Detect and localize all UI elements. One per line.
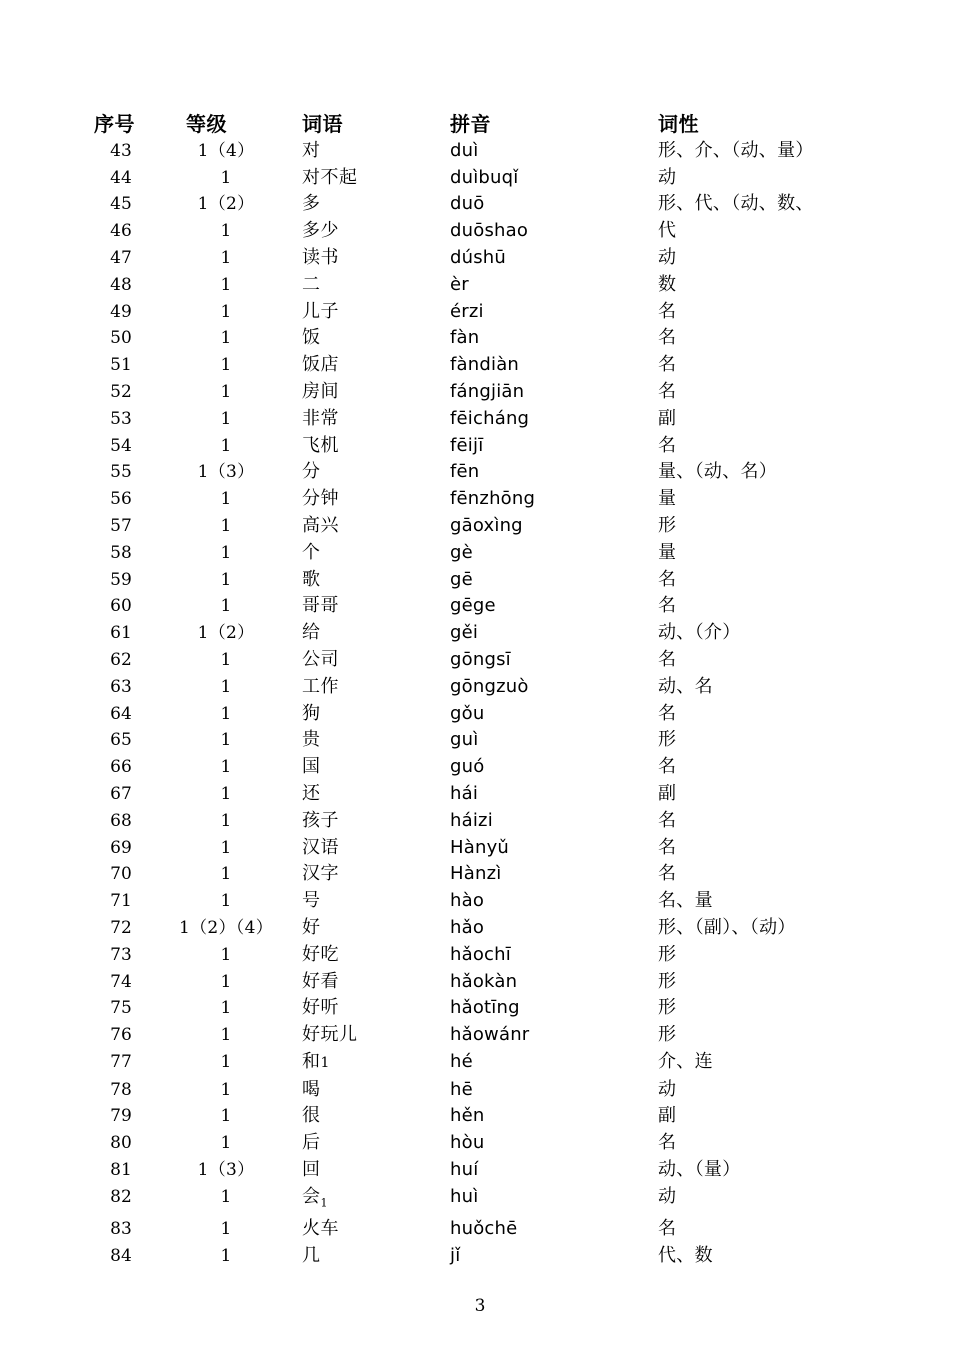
cell-part-of-speech: 形 (658, 729, 677, 751)
column-header-pos: 词性 (658, 112, 699, 136)
vocabulary-table (92, 112, 912, 1270)
cell-level: 1 (220, 435, 232, 456)
table-row (92, 1157, 912, 1184)
cell-pinyin: duì (450, 139, 479, 161)
table-row (92, 861, 912, 888)
cell-part-of-speech: 名 (658, 568, 677, 590)
table-row (92, 942, 912, 969)
cell-word: 还 (302, 782, 321, 804)
cell-id: 46 (110, 221, 132, 242)
cell-level: 1 (220, 489, 232, 510)
table-row (92, 1216, 912, 1243)
cell-id: 47 (110, 247, 132, 268)
cell-id: 52 (110, 381, 132, 402)
cell-pinyin: gǒu (450, 702, 485, 724)
cell-id: 75 (110, 998, 132, 1019)
cell-pinyin: hǎotīng (450, 997, 520, 1019)
cell-id: 45 (110, 194, 132, 215)
table-row (92, 540, 912, 567)
cell-level: 1 (220, 998, 232, 1019)
table-row (92, 433, 912, 460)
cell-pinyin: hěn (450, 1105, 485, 1127)
cell-pinyin: fēnzhōng (450, 488, 536, 510)
cell-id: 80 (110, 1133, 132, 1154)
table-row (92, 1077, 912, 1104)
cell-pinyin: hǎochī (450, 943, 511, 965)
word-base: 和 (302, 1050, 321, 1072)
cell-word: 儿子 (302, 300, 339, 322)
cell-pinyin: hǎokàn (450, 970, 518, 992)
cell-pinyin: huì (450, 1185, 479, 1207)
cell-id: 61 (110, 623, 132, 644)
cell-id: 62 (110, 649, 132, 670)
cell-id: 55 (110, 462, 132, 483)
cell-level: 1 (220, 676, 232, 697)
cell-level: 1 (220, 381, 232, 402)
cell-pinyin: dúshū (450, 246, 507, 268)
cell-level: 1 (220, 971, 232, 992)
cell-word: 几 (302, 1245, 321, 1267)
cell-level: 1 (220, 1186, 232, 1207)
cell-level: 1（3） (197, 462, 255, 483)
cell-word: 高兴 (302, 514, 339, 536)
cell-pinyin: duìbuqǐ (450, 166, 519, 188)
cell-id: 43 (110, 140, 132, 161)
cell-id: 51 (110, 355, 132, 376)
cell-part-of-speech: 形、（副）、（动） (658, 916, 796, 938)
cell-word: 回 (302, 1159, 321, 1181)
cell-part-of-speech: 形 (658, 970, 677, 992)
cell-part-of-speech: 名、量 (658, 890, 713, 912)
cell-part-of-speech: 量 (658, 541, 677, 563)
cell-id: 49 (110, 301, 132, 322)
cell-level: 1 (220, 515, 232, 536)
cell-word: 国 (302, 756, 321, 778)
cell-part-of-speech: 形 (658, 514, 677, 536)
table-row (92, 620, 912, 647)
cell-pinyin: gāoxìng (450, 514, 523, 536)
cell-id: 84 (110, 1246, 132, 1267)
cell-pinyin: érzi (450, 300, 484, 322)
cell-id: 65 (110, 730, 132, 751)
column-header-level: 等级 (186, 112, 227, 136)
cell-id: 54 (110, 435, 132, 456)
cell-word: 好 (302, 916, 321, 938)
cell-word: 很 (302, 1105, 321, 1127)
cell-level: 1 (220, 730, 232, 751)
cell-pinyin: fàndiàn (450, 354, 520, 376)
cell-word: 公司 (302, 648, 339, 670)
cell-level: 1 (220, 1051, 232, 1072)
cell-part-of-speech: 名 (658, 434, 677, 456)
column-header-id: 序号 (94, 112, 135, 136)
cell-part-of-speech: 形、代、（动、数、 (658, 193, 814, 215)
cell-level: 1 (220, 864, 232, 885)
cell-id: 64 (110, 703, 132, 724)
cell-word: 汉语 (302, 836, 339, 858)
table-row (92, 379, 912, 406)
cell-level: 1 (220, 1133, 232, 1154)
cell-id: 74 (110, 971, 132, 992)
cell-id: 48 (110, 274, 132, 295)
cell-level: 1 (220, 703, 232, 724)
table-row (92, 808, 912, 835)
cell-part-of-speech: 名 (658, 300, 677, 322)
cell-pinyin: huǒchē (450, 1218, 518, 1240)
cell-word: 给 (302, 622, 321, 644)
cell-part-of-speech: 量 (658, 488, 677, 510)
cell-word: 多少 (302, 220, 339, 242)
table-row (92, 459, 912, 486)
word-suffix-number: 1 (320, 1196, 328, 1210)
cell-level: 1（3） (197, 1160, 255, 1181)
cell-pinyin: Hànyǔ (450, 836, 510, 858)
column-header-word: 词语 (302, 112, 343, 136)
cell-pinyin: Hànzì (450, 863, 502, 885)
cell-part-of-speech: 形、介、（动、量） (658, 139, 814, 161)
cell-word: 分 (302, 461, 321, 483)
cell-id: 67 (110, 783, 132, 804)
cell-part-of-speech: 名 (658, 648, 677, 670)
cell-word: 歌 (302, 568, 321, 590)
cell-word: 读书 (302, 246, 339, 268)
cell-part-of-speech: 动、（介） (658, 622, 741, 644)
cell-level: 1 (220, 328, 232, 349)
table-row (92, 1184, 912, 1216)
cell-part-of-speech: 动 (658, 166, 677, 188)
cell-level: 1 (220, 1079, 232, 1100)
cell-level: 1 (220, 837, 232, 858)
cell-id: 59 (110, 569, 132, 590)
cell-part-of-speech: 名 (658, 863, 677, 885)
table-row (92, 218, 912, 245)
cell-id: 76 (110, 1025, 132, 1046)
cell-level: 1 (220, 1246, 232, 1267)
cell-pinyin: fēicháng (450, 407, 530, 429)
cell-part-of-speech: 形 (658, 943, 677, 965)
cell-part-of-speech: 代 (658, 220, 677, 242)
cell-level: 1 (220, 221, 232, 242)
table-row (92, 995, 912, 1022)
cell-level: 1 (220, 1025, 232, 1046)
cell-word: 二 (302, 273, 321, 295)
cell-word (294, 1184, 442, 1216)
cell-part-of-speech: 副 (658, 1105, 677, 1127)
cell-word: 号 (302, 890, 321, 912)
table-row (92, 272, 912, 299)
cell-part-of-speech: 名 (658, 595, 677, 617)
table-header (92, 112, 912, 138)
table-row (92, 727, 912, 754)
table-row (92, 406, 912, 433)
cell-id: 68 (110, 810, 132, 831)
cell-id: 60 (110, 596, 132, 617)
cell-word: 孩子 (302, 809, 339, 831)
cell-word: 贵 (302, 729, 321, 751)
cell-level: 1 (220, 757, 232, 778)
cell-pinyin: jǐ (450, 1245, 461, 1267)
table-row (92, 915, 912, 942)
cell-word: 后 (302, 1132, 321, 1154)
cell-level: 1 (220, 408, 232, 429)
cell-pinyin: gē (450, 568, 473, 590)
cell-pinyin: hào (450, 890, 485, 912)
cell-pinyin: èr (450, 273, 469, 295)
cell-level: 1 (220, 569, 232, 590)
cell-word: 火车 (302, 1218, 339, 1240)
cell-id: 82 (110, 1186, 132, 1207)
cell-word: 好吃 (302, 943, 339, 965)
table-row (92, 969, 912, 996)
table-row (92, 781, 912, 808)
cell-id: 63 (110, 676, 132, 697)
cell-pinyin: guó (450, 756, 485, 778)
cell-part-of-speech: 动、名 (658, 675, 713, 697)
cell-id: 53 (110, 408, 132, 429)
cell-pinyin: duō (450, 193, 485, 215)
cell-word: 饭 (302, 327, 321, 349)
cell-word: 喝 (302, 1078, 321, 1100)
cell-pinyin: háizi (450, 809, 493, 831)
cell-part-of-speech: 动 (658, 246, 677, 268)
page-number: 3 (474, 1296, 486, 1316)
cell-level: 1 (220, 944, 232, 965)
cell-pinyin: hē (450, 1078, 473, 1100)
cell-part-of-speech: 形 (658, 997, 677, 1019)
cell-level: 1 (220, 1106, 232, 1127)
cell-level: 1（2）（4） (178, 917, 274, 938)
cell-level: 1 (220, 891, 232, 912)
cell-level: 1 (220, 810, 232, 831)
cell-id: 70 (110, 864, 132, 885)
table-row (92, 245, 912, 272)
table-row (92, 1130, 912, 1157)
cell-part-of-speech: 名 (658, 702, 677, 724)
cell-pinyin: fēn (450, 461, 480, 483)
table-row (92, 674, 912, 701)
cell-pinyin: hé (450, 1050, 473, 1072)
table-row (92, 1049, 912, 1077)
cell-id: 58 (110, 542, 132, 563)
cell-word: 工作 (302, 675, 339, 697)
cell-id: 56 (110, 489, 132, 510)
cell-id: 44 (110, 167, 132, 188)
cell-word: 分钟 (302, 488, 339, 510)
cell-id: 66 (110, 757, 132, 778)
cell-part-of-speech: 量、（动、名） (658, 461, 778, 483)
table-row (92, 325, 912, 352)
cell-id: 83 (110, 1219, 132, 1240)
cell-part-of-speech: 副 (658, 407, 677, 429)
cell-level: 1（2） (197, 194, 255, 215)
cell-pinyin: gēge (450, 595, 496, 617)
cell-part-of-speech: 动、（量） (658, 1159, 741, 1181)
cell-id: 77 (110, 1051, 132, 1072)
cell-pinyin: gōngsī (450, 648, 511, 670)
cell-level: 1 (220, 274, 232, 295)
cell-word: 饭店 (302, 354, 339, 376)
cell-word: 个 (302, 541, 321, 563)
cell-pinyin: gěi (450, 622, 479, 644)
table-row (92, 754, 912, 781)
cell-part-of-speech: 名 (658, 1218, 677, 1240)
cell-level: 1 (220, 649, 232, 670)
cell-word (294, 1049, 442, 1077)
table-row (92, 352, 912, 379)
cell-level: 1 (220, 783, 232, 804)
cell-word: 非常 (302, 407, 339, 429)
table-row (92, 567, 912, 594)
cell-id: 79 (110, 1106, 132, 1127)
cell-word: 好看 (302, 970, 339, 992)
cell-part-of-speech: 数 (658, 273, 677, 295)
cell-pinyin: gè (450, 541, 473, 563)
cell-part-of-speech: 名 (658, 327, 677, 349)
cell-word: 对不起 (302, 166, 358, 188)
cell-level: 1 (220, 247, 232, 268)
cell-part-of-speech: 动 (658, 1185, 677, 1207)
cell-level: 1（4） (197, 140, 255, 161)
table-row (92, 513, 912, 540)
cell-part-of-speech: 介、连 (658, 1050, 713, 1072)
cell-word: 房间 (302, 380, 339, 402)
cell-id: 50 (110, 328, 132, 349)
cell-id: 69 (110, 837, 132, 858)
cell-part-of-speech: 名 (658, 809, 677, 831)
word-suffix-number: 1 (320, 1054, 330, 1071)
cell-pinyin: hǎo (450, 916, 485, 938)
table-row (92, 165, 912, 192)
cell-level: 1 (220, 596, 232, 617)
table-row (92, 1103, 912, 1130)
cell-part-of-speech: 名 (658, 756, 677, 778)
cell-part-of-speech: 形 (658, 1024, 677, 1046)
cell-part-of-speech: 名 (658, 836, 677, 858)
cell-word: 好玩儿 (302, 1024, 358, 1046)
table-row (92, 191, 912, 218)
cell-part-of-speech: 名 (658, 354, 677, 376)
cell-pinyin: hái (450, 782, 479, 804)
cell-id: 73 (110, 944, 132, 965)
cell-level: 1 (220, 167, 232, 188)
cell-pinyin: hǎowánr (450, 1024, 530, 1046)
cell-id: 81 (110, 1160, 132, 1181)
table-row (92, 701, 912, 728)
cell-level: 1 (220, 301, 232, 322)
cell-id: 57 (110, 515, 132, 536)
column-header-pinyin: 拼音 (450, 112, 491, 136)
cell-pinyin: hòu (450, 1132, 485, 1154)
cell-word: 飞机 (302, 434, 339, 456)
cell-word: 狗 (302, 702, 321, 724)
table-row (92, 835, 912, 862)
table-row (92, 138, 912, 165)
cell-word: 好听 (302, 997, 339, 1019)
cell-pinyin: huí (450, 1159, 479, 1181)
cell-word: 哥哥 (302, 595, 339, 617)
cell-pinyin: fàn (450, 327, 480, 349)
word-base: 会 (302, 1185, 321, 1207)
cell-pinyin: fēijī (450, 434, 484, 456)
table-body (92, 138, 912, 1270)
table-row (92, 486, 912, 513)
table-row (92, 1243, 912, 1270)
cell-id: 78 (110, 1079, 132, 1100)
cell-word: 多 (302, 193, 321, 215)
table-row (92, 593, 912, 620)
cell-part-of-speech: 副 (658, 782, 677, 804)
cell-level: 1 (220, 355, 232, 376)
cell-id: 72 (110, 917, 132, 938)
cell-id: 71 (110, 891, 132, 912)
cell-pinyin: gōngzuò (450, 675, 529, 697)
table-row (92, 299, 912, 326)
cell-part-of-speech: 名 (658, 380, 677, 402)
cell-part-of-speech: 动 (658, 1078, 677, 1100)
cell-word: 汉字 (302, 863, 339, 885)
cell-pinyin: duōshao (450, 220, 529, 242)
cell-pinyin: guì (450, 729, 479, 751)
table-row (92, 647, 912, 674)
table-row (92, 888, 912, 915)
cell-level: 1 (220, 1219, 232, 1240)
cell-part-of-speech: 名 (658, 1132, 677, 1154)
table-header-row (92, 112, 912, 138)
cell-pinyin: fángjiān (450, 380, 525, 402)
cell-part-of-speech: 代、数 (658, 1245, 713, 1267)
table-row (92, 1022, 912, 1049)
cell-word: 对 (302, 139, 321, 161)
cell-level: 1（2） (197, 623, 255, 644)
cell-level: 1 (220, 542, 232, 563)
